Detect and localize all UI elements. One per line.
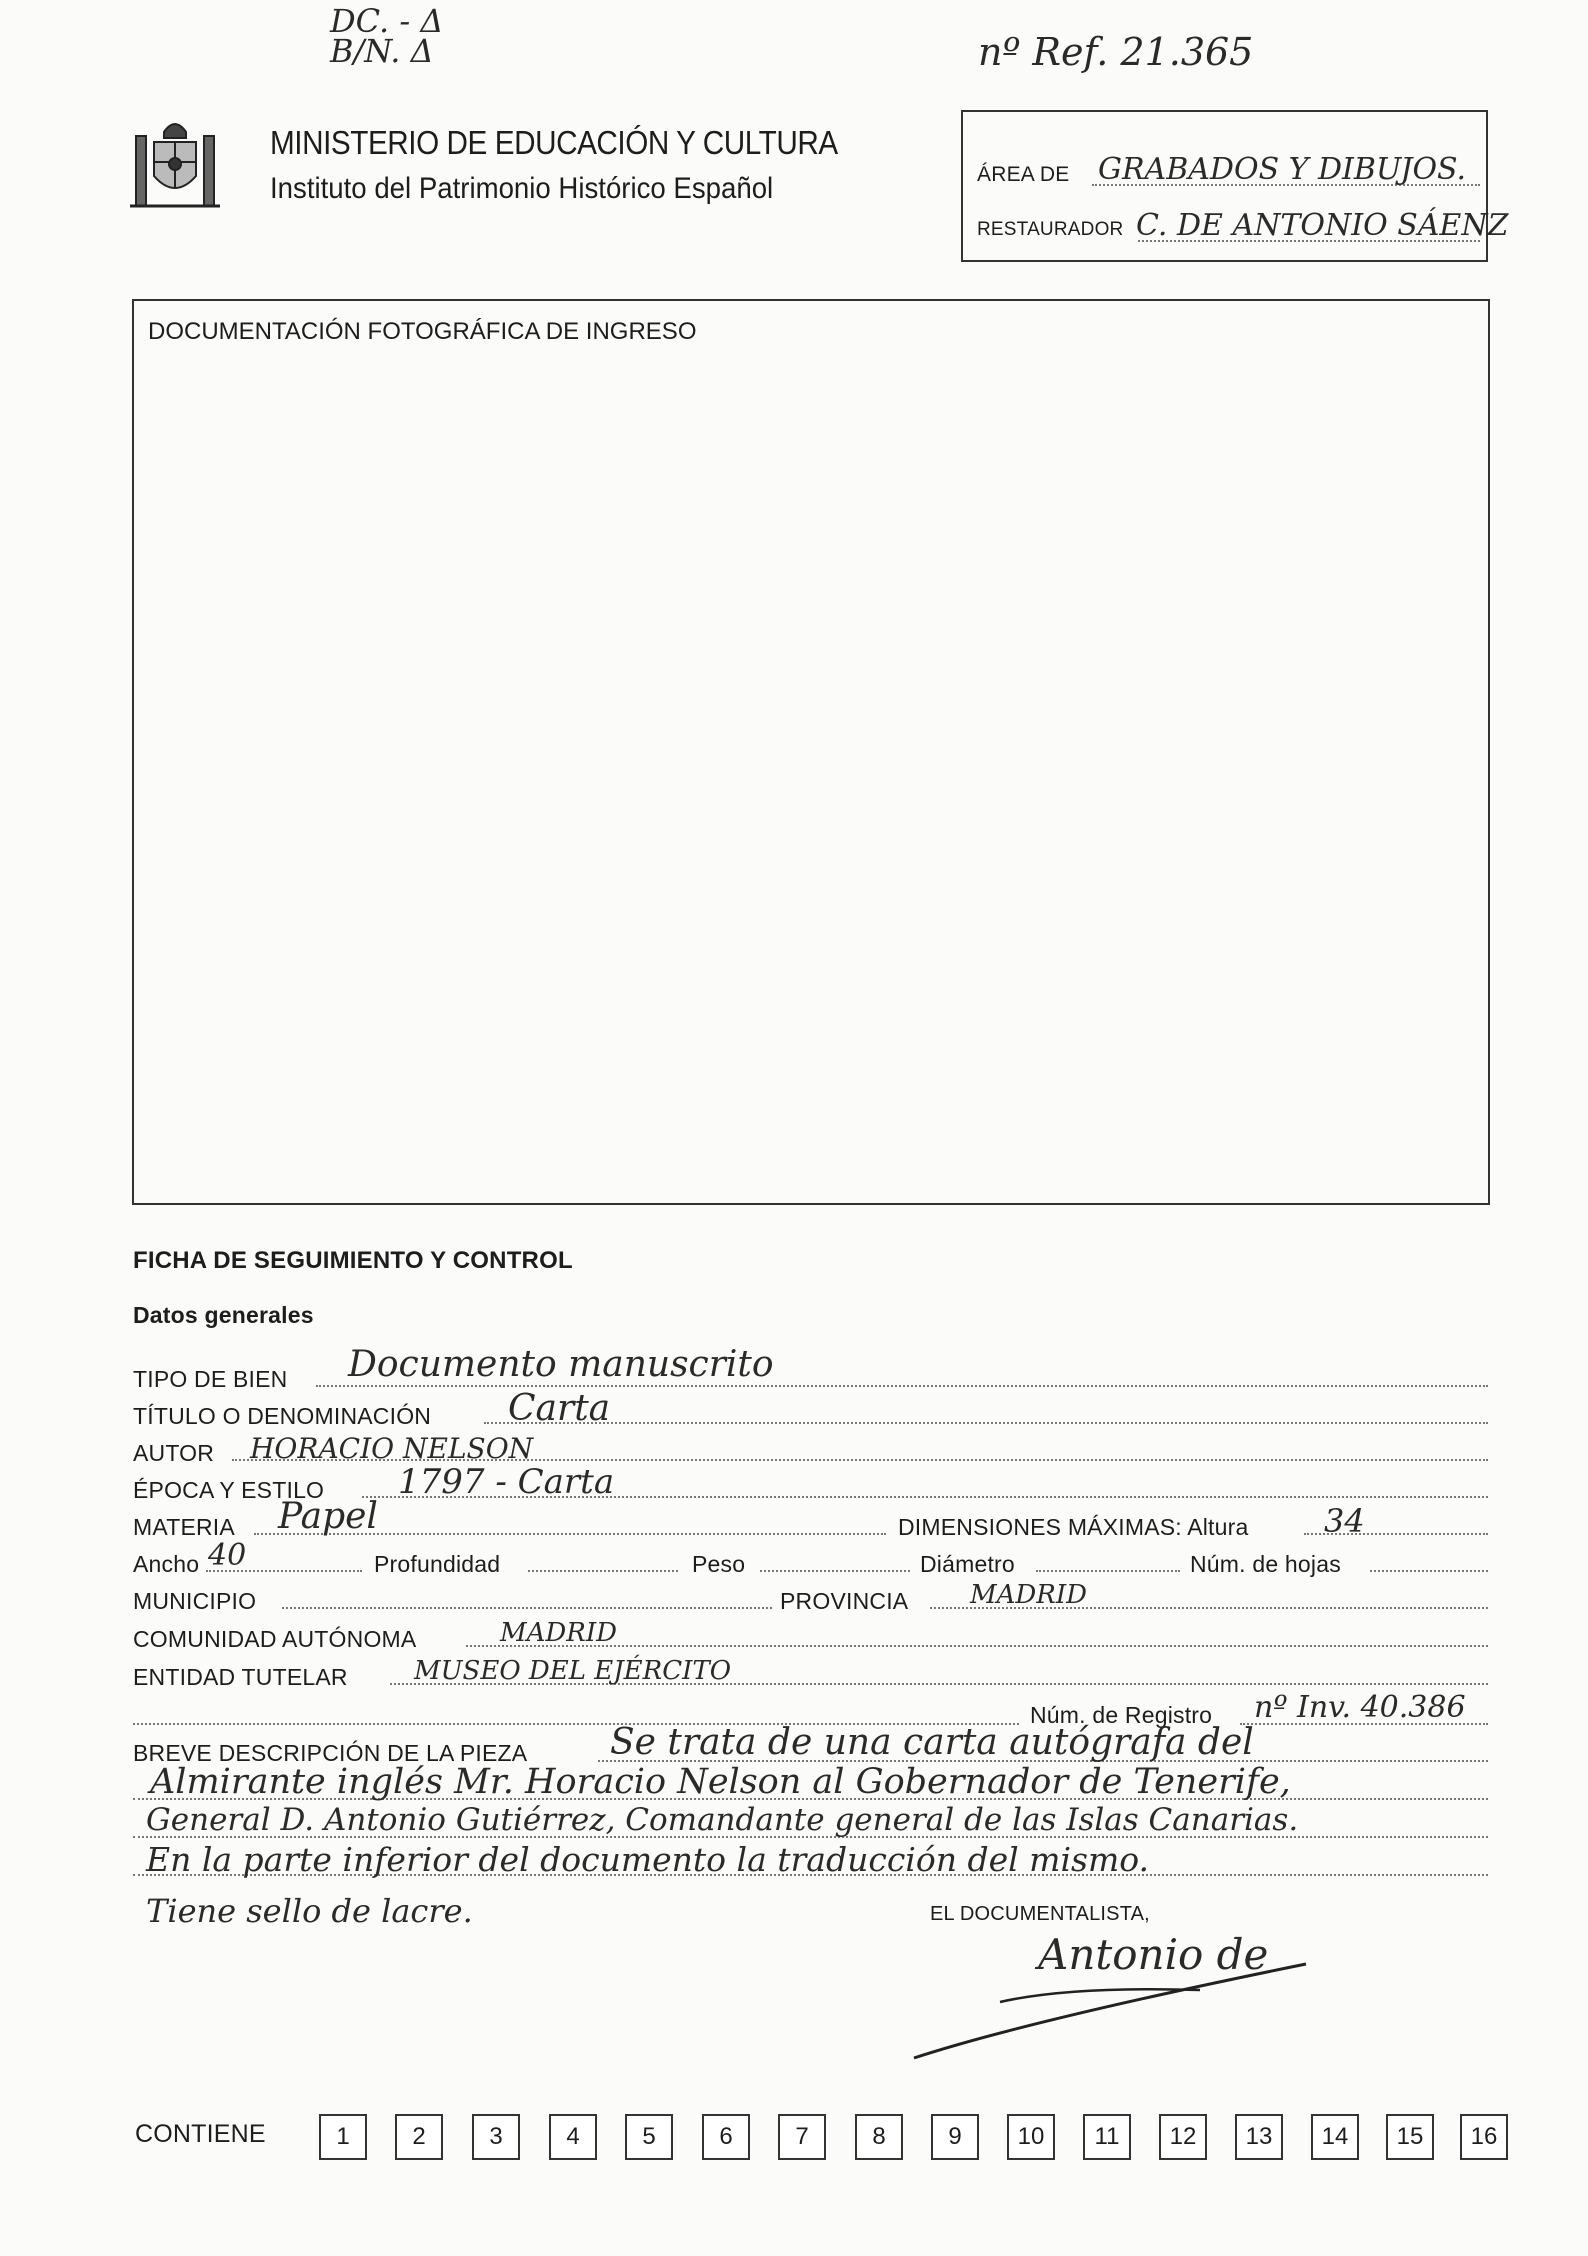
- municipio-label: MUNICIPIO: [133, 1588, 257, 1614]
- dc-marks: DC. - Δ B/N. Δ: [330, 2, 444, 70]
- dimensiones-label: DIMENSIONES MÁXIMAS: Altura: [898, 1514, 1249, 1540]
- contiene-box-4[interactable]: 4: [549, 2114, 597, 2160]
- comunidad-label: COMUNIDAD AUTÓNOMA: [133, 1626, 417, 1652]
- contiene-box-6[interactable]: 6: [702, 2114, 750, 2160]
- ancho-value: 40: [208, 1538, 247, 1573]
- entidad-label: ENTIDAD TUTELAR: [133, 1664, 348, 1690]
- titulo-value: Carta: [508, 1388, 611, 1429]
- contiene-box-8[interactable]: 8: [855, 2114, 903, 2160]
- autor-label: AUTOR: [133, 1440, 215, 1466]
- contiene-box-11[interactable]: 11: [1083, 2114, 1131, 2160]
- contiene-box-10[interactable]: 10: [1007, 2114, 1055, 2160]
- municipio-dotline: [282, 1607, 772, 1609]
- diametro-dotline: [1036, 1570, 1180, 1572]
- altura-value: 34: [1324, 1502, 1365, 1540]
- contiene-box-7[interactable]: 7: [778, 2114, 826, 2160]
- profundidad-label: Profundidad: [374, 1551, 501, 1577]
- documentalista-signature: Antonio de: [1038, 1930, 1269, 1979]
- contiene-box-14[interactable]: 14: [1311, 2114, 1359, 2160]
- contiene-box-9[interactable]: 9: [931, 2114, 979, 2160]
- control-title: FICHA DE SEGUIMIENTO Y CONTROL: [133, 1247, 573, 1274]
- contiene-box-15[interactable]: 15: [1386, 2114, 1434, 2160]
- documentalista-label: EL DOCUMENTALISTA,: [930, 1903, 1150, 1925]
- contiene-label: CONTIENE: [135, 2120, 266, 2148]
- contiene-box-12[interactable]: 12: [1159, 2114, 1207, 2160]
- photo-frame: [132, 299, 1490, 1205]
- ancho-label: Ancho: [133, 1551, 200, 1577]
- signature-stroke-icon: [910, 1950, 1310, 2066]
- peso-dotline: [760, 1570, 910, 1572]
- descripcion-line-2: Almirante inglés Mr. Horacio Nelson al Gobernador de Tenerife,: [150, 1762, 1291, 1802]
- descripcion-line-5: Tiene sello de lacre.: [146, 1892, 473, 1930]
- contiene-box-13[interactable]: 13: [1235, 2114, 1283, 2160]
- restaurador-value: C. DE ANTONIO SÁENZ: [1136, 208, 1509, 243]
- contiene-box-2[interactable]: 2: [395, 2114, 443, 2160]
- area-label: ÁREA DE: [977, 163, 1070, 186]
- restaurador-label: RESTAURADOR: [977, 219, 1124, 240]
- tipo-dotline: [316, 1385, 1488, 1387]
- descripcion-line-4: En la parte inferior del documento la traducción del mismo.: [146, 1840, 1150, 1879]
- tipo-value: Documento manuscrito: [348, 1344, 774, 1385]
- entidad-value: MUSEO DEL EJÉRCITO: [414, 1656, 732, 1686]
- comunidad-value: MADRID: [500, 1618, 617, 1648]
- comunidad-dotline: [466, 1645, 1488, 1647]
- epoca-value: 1797 - Carta: [398, 1462, 615, 1502]
- institute-name: Instituto del Patrimonio Histórico Español: [270, 172, 774, 205]
- descripcion-line-1: Se trata de una carta autógrafa del: [610, 1722, 1254, 1763]
- ministry-name: MINISTERIO DE EDUCACIÓN Y CULTURA: [270, 124, 838, 161]
- hojas-label: Núm. de hojas: [1190, 1551, 1341, 1577]
- tipo-label: TIPO DE BIEN: [133, 1366, 288, 1392]
- diametro-label: Diámetro: [920, 1551, 1015, 1577]
- provincia-label: PROVINCIA: [780, 1588, 909, 1614]
- photo-section-title: DOCUMENTACIÓN FOTOGRÁFICA DE INGRESO: [148, 318, 697, 345]
- coat-of-arms-icon: [128, 114, 222, 214]
- profundidad-dotline: [528, 1570, 678, 1572]
- provincia-value: MADRID: [970, 1580, 1087, 1610]
- materia-value: Papel: [278, 1496, 378, 1537]
- hojas-dotline: [1370, 1570, 1488, 1572]
- titulo-label: TÍTULO O DENOMINACIÓN: [133, 1403, 432, 1429]
- registro-label: Núm. de Registro: [1030, 1702, 1213, 1728]
- titulo-dotline: [484, 1422, 1488, 1424]
- peso-label: Peso: [692, 1551, 746, 1577]
- descripcion-label: BREVE DESCRIPCIÓN DE LA PIEZA: [133, 1740, 528, 1766]
- control-subtitle: Datos generales: [133, 1302, 314, 1328]
- materia-label: MATERIA: [133, 1514, 235, 1540]
- epoca-label: ÉPOCA Y ESTILO: [133, 1477, 325, 1503]
- contiene-box-1[interactable]: 1: [319, 2114, 367, 2160]
- descripcion-line-3: General D. Antonio Gutiérrez, Comandante general de las Islas Canarias.: [146, 1802, 1299, 1838]
- contiene-box-5[interactable]: 5: [625, 2114, 673, 2160]
- area-value: GRABADOS Y DIBUJOS.: [1098, 152, 1467, 187]
- contiene-box-16[interactable]: 16: [1460, 2114, 1508, 2160]
- registro-value: nº Inv. 40.386: [1254, 1690, 1466, 1725]
- contiene-box-3[interactable]: 3: [472, 2114, 520, 2160]
- ref-number: nº Ref. 21.365: [978, 30, 1254, 74]
- autor-value: HORACIO NELSON: [250, 1432, 534, 1465]
